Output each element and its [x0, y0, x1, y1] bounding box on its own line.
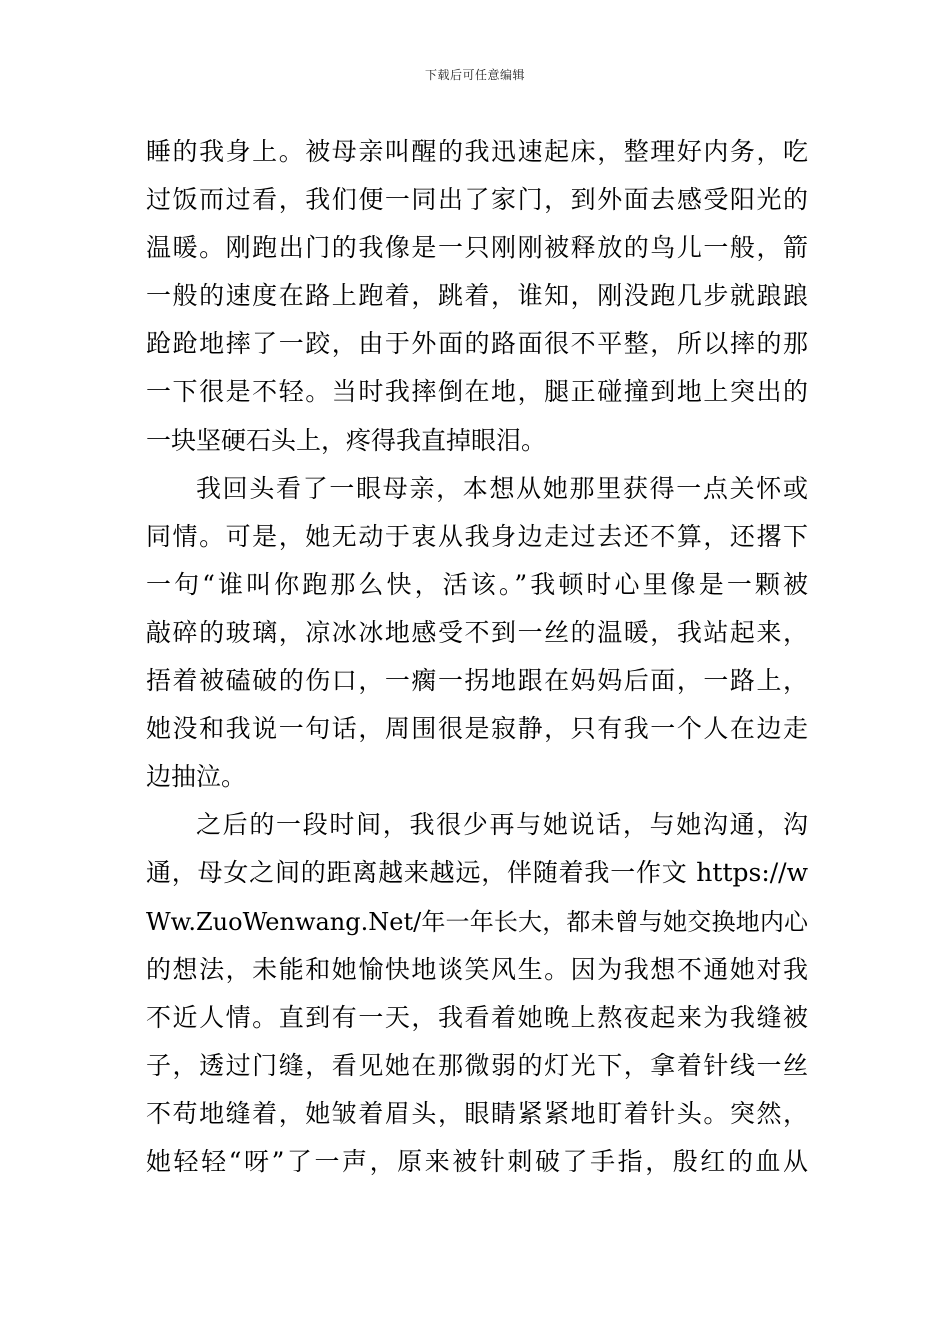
text-line: 一下很是不轻。当时我摔倒在地，腿正碰撞到地上突出的 [146, 377, 808, 407]
body-text [146, 128, 808, 1186]
text-line: 她轻轻“呀”了一声，原来被针刺破了手指，殷红的血从 [146, 1146, 808, 1176]
text-line: Ww.ZuoWenwang.Net/年一年长大，都未曾与她交换地内心 [146, 907, 808, 936]
text-line: 捂着被磕破的伤口，一瘸一拐地跟在妈妈后面，一路上， [146, 666, 808, 696]
text-line: 跄跄地摔了一跤，由于外面的路面很不平整，所以摔的那 [146, 329, 808, 359]
text-line: 通，母女之间的距离越来越远，伴随着我一作文 https://w [146, 858, 808, 888]
text-line: 子，透过门缝，看见她在那微弱的灯光下，拿着针线一丝 [146, 1050, 808, 1080]
text-line: 她没和我说一句话，周围很是寂静，只有我一个人在边走 [146, 714, 808, 744]
text-line: 边抽泣。 [146, 762, 247, 792]
text-line: 之后的一段时间，我很少再与她说话，与她沟通，沟 [196, 810, 808, 840]
text-line: 不苟地缝着，她皱着眉头，眼睛紧紧地盯着针头。突然， [146, 1098, 808, 1128]
text-line: 的想法，未能和她愉快地谈笑风生。因为我想不通她对我 [146, 954, 808, 984]
text-line: 过饭而过看，我们便一同出了家门，到外面去感受阳光的 [146, 185, 808, 215]
text-line: 我回头看了一眼母亲，本想从她那里获得一点关怀或 [196, 473, 808, 503]
text-line: 一般的速度在路上跑着，跳着，谁知，刚没跑几步就踉踉 [146, 281, 808, 311]
page-header: 下载后可任意编辑 [424, 68, 525, 82]
text-line: 不近人情。直到有一天，我看着她晚上熬夜起来为我缝被 [146, 1002, 808, 1032]
text-line: 睡的我身上。被母亲叫醒的我迅速起床，整理好内务，吃 [146, 137, 808, 166]
text-line: 一块坚硬石头上，疼得我直掉眼泪。 [146, 425, 547, 455]
text-line: 敲碎的玻璃，凉冰冰地感受不到一丝的温暖，我站起来， [146, 617, 808, 647]
text-line: 同情。可是，她无动于衷从我身边走过去还不算，还撂下 [146, 521, 808, 551]
text-line: 一句“谁叫你跑那么快，活该。”我顿时心里像是一颗被 [146, 569, 808, 599]
text-line: 温暖。刚跑出门的我像是一只刚刚被释放的鸟儿一般，箭 [146, 233, 808, 263]
